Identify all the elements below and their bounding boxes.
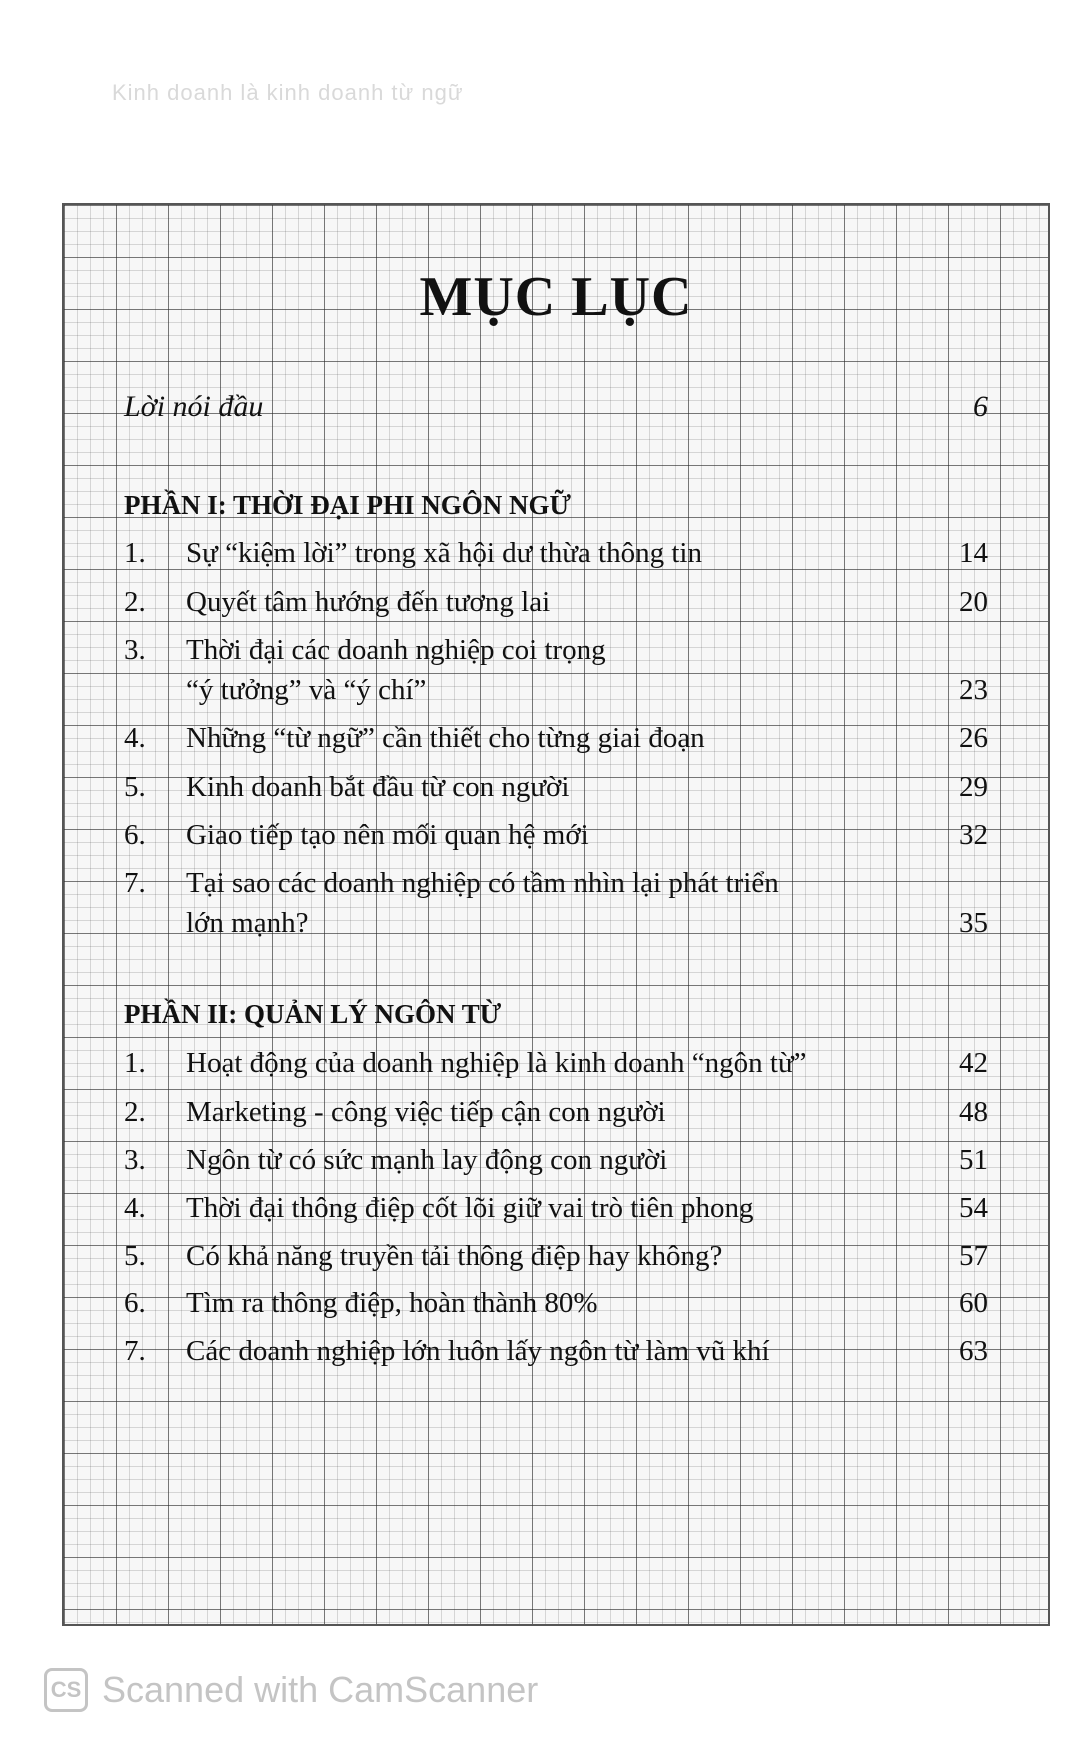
toc-item-number: 4. (124, 722, 146, 754)
camscanner-logo-icon: CS (44, 1668, 88, 1712)
toc-intro-label: Lời nói đầu (124, 390, 264, 423)
toc-item-number: 4. (124, 1192, 146, 1224)
running-head: Kinh doanh là kinh doanh từ ngữ (112, 80, 464, 105)
watermark-text: Scanned with CamScanner (102, 1669, 539, 1710)
toc-item-number: 2. (124, 1096, 146, 1128)
toc-item-page: 51 (959, 1144, 988, 1176)
toc-intro-page: 6 (973, 390, 988, 423)
toc-item-number: 5. (124, 771, 146, 803)
toc-item-title: Các doanh nghiệp lớn luôn lấy ngôn từ làm vũ khí (186, 1335, 770, 1367)
toc-item-title: Quyết tâm hướng đến tương lai (186, 586, 551, 618)
page-title: MỤC LỤC (419, 266, 693, 328)
toc-page (62, 203, 1050, 1626)
toc-item-page: 26 (959, 722, 988, 754)
toc-item-title: Giao tiếp tạo nên mối quan hệ mới (186, 819, 589, 851)
toc-item-page: 29 (959, 771, 988, 803)
scanner-watermark (44, 1664, 538, 1716)
toc-item-title: Có khả năng truyền tải thông điệp hay không? (186, 1240, 723, 1272)
toc-item-title: Hoạt động của doanh nghiệp là kinh doanh “ngôn từ” (186, 1047, 807, 1079)
toc-item-page: 63 (959, 1335, 988, 1367)
toc-item-page: 60 (959, 1287, 988, 1319)
toc-item-page: 20 (959, 586, 988, 618)
toc-item-page: 32 (959, 819, 988, 851)
toc-item-title: Tìm ra thông điệp, hoàn thành 80% (186, 1287, 598, 1319)
toc-item-title: Sự “kiệm lời” trong xã hội dư thừa thông tin (186, 537, 702, 569)
toc-item-title: Những “từ ngữ” cần thiết cho từng giai đoạn (186, 722, 705, 754)
toc-item-number: 7. (124, 1335, 146, 1367)
toc-item-number: 3. (124, 1144, 146, 1176)
toc-item-title: Thời đại các doanh nghiệp coi trọng (186, 634, 606, 666)
toc-item-page: 54 (959, 1192, 988, 1224)
toc-item-number: 7. (124, 867, 146, 899)
toc-item-number: 6. (124, 1287, 146, 1319)
toc-item-title: Ngôn từ có sức mạnh lay động con người (186, 1144, 668, 1176)
toc-item-title: Thời đại thông điệp cốt lõi giữ vai trò tiên phong (186, 1192, 754, 1224)
part-heading: PHẦN II: QUẢN LÝ NGÔN TỪ (124, 999, 502, 1029)
toc-item-title: Tại sao các doanh nghiệp có tầm nhìn lại phát triển (186, 867, 779, 899)
toc-item-page: 57 (959, 1240, 988, 1272)
toc-item-number: 5. (124, 1240, 146, 1272)
toc-item-page: 48 (959, 1096, 988, 1128)
toc-item-title: Marketing - công việc tiếp cận con người (186, 1096, 666, 1128)
toc-item-title-line2: lớn mạnh? (186, 907, 309, 939)
toc-item-title-line2: “ý tưởng” và “ý chí” (186, 674, 427, 706)
toc-item-number: 1. (124, 537, 146, 569)
toc-item-number: 2. (124, 586, 146, 618)
toc-item-page: 23 (959, 674, 988, 706)
toc-item-number: 6. (124, 819, 146, 851)
toc-item-page: 42 (959, 1047, 988, 1079)
toc-item-title: Kinh doanh bắt đầu từ con người (186, 771, 570, 803)
part-heading: PHẦN I: THỜI ĐẠI PHI NGÔN NGỮ (124, 490, 572, 520)
toc-item-page: 14 (959, 537, 988, 569)
toc-item-number: 3. (124, 634, 146, 666)
toc-item-page: 35 (959, 907, 988, 939)
toc-item-number: 1. (124, 1047, 146, 1079)
